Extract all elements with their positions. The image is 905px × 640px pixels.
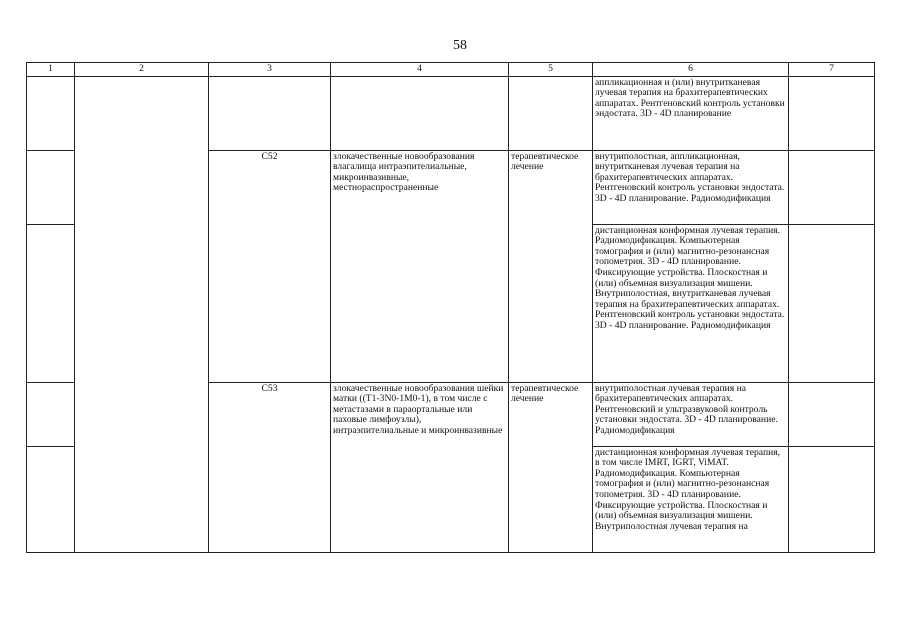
cell-col7 — [789, 446, 875, 552]
header-col-1: 1 — [27, 63, 75, 77]
header-col-5: 5 — [509, 63, 593, 77]
cell-code: C53 — [209, 382, 331, 552]
cell-diagnosis — [331, 76, 509, 150]
header-col-2: 2 — [75, 63, 209, 77]
medical-care-table — [26, 62, 875, 553]
cell-col1 — [27, 76, 75, 150]
header-col-3: 3 — [209, 63, 331, 77]
cell-col1 — [27, 150, 75, 224]
cell-col7 — [789, 382, 875, 446]
cell-methods: дистанционная конформная лучевая терапия, в том числе IMRT, IGRT, ViMAT. Радиомодификация. Компьютерная томография и (или) магнитно-резонансная топометрия. 3D - 4D планирование. Фиксирующие устройства. Плоскостная и (или) объемная визуализация мишени. Внутриполостная лучевая терапия на — [593, 446, 789, 552]
cell-col1 — [27, 446, 75, 552]
cell-code — [209, 76, 331, 150]
cell-methods: внутриполостная, аппликационная, внутритканевая лучевая терапия на брахитерапевтических аппаратах. Рентгеновский контроль установки эндостата. 3D - 4D планирование. Радиомодификация — [593, 150, 789, 224]
header-col-6: 6 — [593, 63, 789, 77]
header-col-7: 7 — [789, 63, 875, 77]
cell-treatment-type — [509, 76, 593, 150]
cell-methods: дистанционная конформная лучевая терапия. Радиомодификация. Компьютерная томография и (или) магнитно-резонансная топометрия. 3D - 4D планирование. Фиксирующие устройства. Плоскостная и (или) объемная визуализация мишени. Внутриполостная, внутритканевая лучевая терапия на брахитерапевтических аппаратах. Рентгеновский контроль установки эндостата. 3D - 4D планирование. Радиомодификация — [593, 224, 789, 382]
cell-code: C52 — [209, 150, 331, 382]
page-number: 58 — [453, 38, 467, 53]
cell-col1 — [27, 224, 75, 382]
cell-methods: аппликационная и (или) внутритканевая лучевая терапия на брахитерапевтических аппаратах. Рентгеновский контроль установки эндостата. 3D - 4D планирование — [593, 76, 789, 150]
cell-col7 — [789, 150, 875, 224]
cell-col2-merged — [75, 76, 209, 552]
cell-col7 — [789, 224, 875, 382]
cell-methods: внутриполостная лучевая терапия на брахитерапевтических аппаратах. Рентгеновский и ультразвуковой контроль установки эндостата. 3D - 4D планирование. Радиомодификация — [593, 382, 789, 446]
table-row — [27, 76, 875, 150]
cell-diagnosis: злокачественные новообразования шейки матки ((T1-3N0-1M0-1), в том числе с метастазами в параортальные или паховые лимфоузлы), интраэпителиальные и микроинвазивные — [331, 382, 509, 552]
cell-col1 — [27, 382, 75, 446]
cell-diagnosis: злокачественные новообразования влагалища интраэпителиальные, микроинвазивные, местнораспространенные — [331, 150, 509, 382]
cell-col7 — [789, 76, 875, 150]
header-row — [27, 63, 875, 77]
cell-treatment-type: терапевтическое лечение — [509, 150, 593, 382]
header-col-4: 4 — [331, 63, 509, 77]
cell-treatment-type: терапевтическое лечение — [509, 382, 593, 552]
